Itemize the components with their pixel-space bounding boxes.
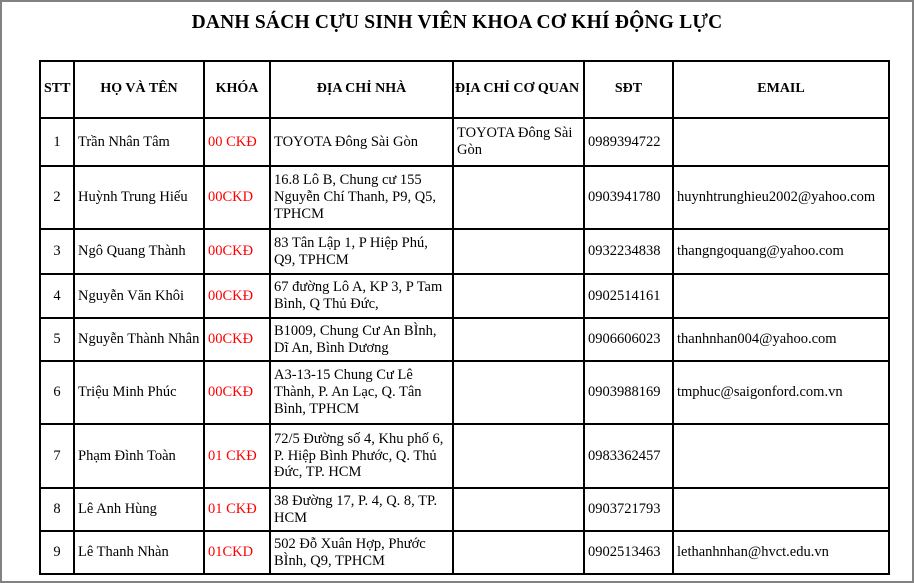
page-title: DANH SÁCH CỰU SINH VIÊN KHOA CƠ KHÍ ĐỘNG LỰC [191,12,723,33]
cell-khoa: 01CKD [204,531,270,574]
cell-email: huynhtrunghieu2002@yahoo.com [673,166,889,229]
cell-office-address [453,318,584,361]
cell-name: Nguyễn Văn Khôi [74,274,204,318]
table-row [40,118,889,166]
cell-home-address: 38 Đường 17, P. 4, Q. 8, TP. HCM [270,488,453,531]
cell-khoa: 00CKD [204,166,270,229]
col-header-stt: STT [40,61,74,118]
cell-name: Huỳnh Trung Hiếu [74,166,204,229]
cell-office-address: TOYOTA Đông Sài Gòn [453,118,584,166]
cell-phone: 0902513463 [584,531,673,574]
cell-home-address: A3-13-15 Chung Cư Lê Thành, P. An Lạc, Q. Tân Bình, TPHCM [270,361,453,424]
table-row [40,531,889,574]
col-header-email: EMAIL [673,61,889,118]
cell-khoa: 01 CKĐ [204,488,270,531]
cell-khoa: 00CKĐ [204,274,270,318]
cell-office-address [453,274,584,318]
cell-phone: 0932234838 [584,229,673,274]
cell-name: Trần Nhân Tâm [74,118,204,166]
cell-office-address [453,166,584,229]
cell-email: thangngoquang@yahoo.com [673,229,889,274]
col-header-office-address: ĐỊA CHỈ CƠ QUAN [453,61,584,118]
cell-email: thanhnhan004@yahoo.com [673,318,889,361]
cell-stt: 3 [40,229,74,274]
cell-home-address: TOYOTA Đông Sài Gòn [270,118,453,166]
cell-office-address [453,531,584,574]
cell-office-address [453,424,584,488]
col-header-phone: SĐT [584,61,673,118]
cell-email: lethanhnhan@hvct.edu.vn [673,531,889,574]
cell-khoa: 01 CKĐ [204,424,270,488]
cell-phone: 0983362457 [584,424,673,488]
cell-phone: 0906606023 [584,318,673,361]
cell-name: Lê Anh Hùng [74,488,204,531]
cell-stt: 1 [40,118,74,166]
cell-phone: 0903988169 [584,361,673,424]
alumni-table [39,60,890,575]
cell-phone: 0989394722 [584,118,673,166]
cell-stt: 2 [40,166,74,229]
table-row [40,424,889,488]
cell-home-address: 16.8 Lô B, Chung cư 155 Nguyễn Chí Thanh, P9, Q5, TPHCM [270,166,453,229]
cell-stt: 6 [40,361,74,424]
table-row [40,318,889,361]
cell-home-address: 502 Đỗ Xuân Hợp, Phước BÌnh, Q9, TPHCM [270,531,453,574]
cell-email [673,274,889,318]
cell-name: Lê Thanh Nhàn [74,531,204,574]
cell-name: Nguyễn Thành Nhân [74,318,204,361]
cell-home-address: 67 đường Lô A, KP 3, P Tam Bình, Q Thủ Đức, [270,274,453,318]
cell-home-address: B1009, Chung Cư An BÌnh, Dĩ An, Bình Dương [270,318,453,361]
cell-email: tmphuc@saigonford.com.vn [673,361,889,424]
cell-stt: 8 [40,488,74,531]
cell-stt: 5 [40,318,74,361]
cell-khoa: 00CKĐ [204,361,270,424]
cell-office-address [453,488,584,531]
cell-email [673,118,889,166]
header-row [40,61,889,118]
col-header-home-address: ĐỊA CHỈ NHÀ [270,61,453,118]
cell-email [673,424,889,488]
cell-stt: 9 [40,531,74,574]
cell-email [673,488,889,531]
cell-khoa: 00CKĐ [204,229,270,274]
table-row [40,229,889,274]
cell-phone: 0903941780 [584,166,673,229]
cell-khoa: 00 CKĐ [204,118,270,166]
cell-office-address [453,229,584,274]
cell-office-address [453,361,584,424]
table-row [40,274,889,318]
table-row [40,361,889,424]
cell-khoa: 00CKĐ [204,318,270,361]
table-row [40,488,889,531]
cell-name: Ngô Quang Thành [74,229,204,274]
cell-phone: 0903721793 [584,488,673,531]
cell-home-address: 83 Tân Lập 1, P Hiệp Phú, Q9, TPHCM [270,229,453,274]
col-header-khoa: KHÓA [204,61,270,118]
cell-stt: 4 [40,274,74,318]
cell-phone: 0902514161 [584,274,673,318]
cell-home-address: 72/5 Đường số 4, Khu phố 6, P. Hiệp Bình Phước, Q. Thủ Đức, TP. HCM [270,424,453,488]
cell-name: Phạm Đình Toàn [74,424,204,488]
table-row [40,166,889,229]
cell-name: Triệu Minh Phúc [74,361,204,424]
col-header-name: HỌ VÀ TÊN [74,61,204,118]
cell-stt: 7 [40,424,74,488]
table-body [40,118,889,574]
